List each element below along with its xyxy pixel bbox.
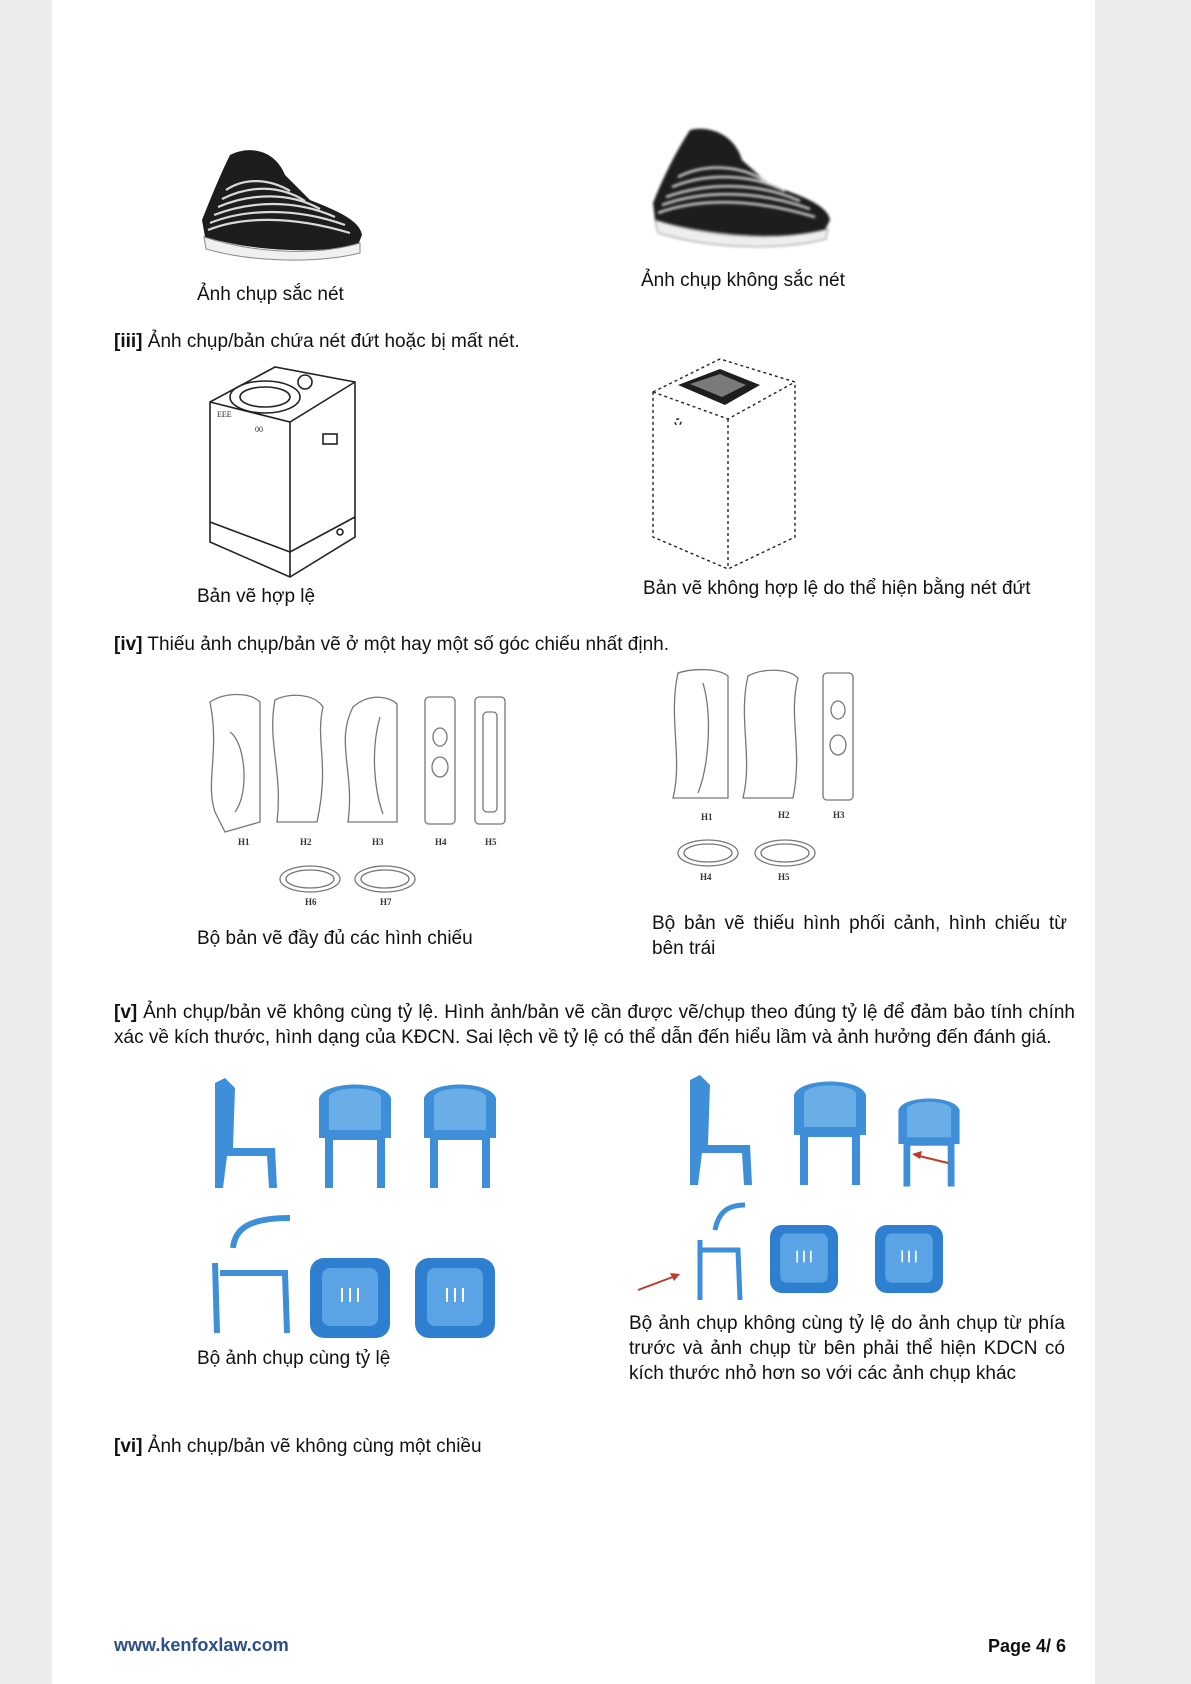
svg-text:EEE: EEE: [217, 410, 232, 419]
views-missing-drawing: [668, 668, 868, 888]
view-label-h2: H2: [300, 837, 312, 847]
caption-views-missing: Bộ bản vẽ thiếu hình phối cảnh, hình chiếu từ bên trái: [652, 913, 1067, 959]
shoe-blurry-image: [650, 125, 835, 255]
section-vi: [114, 1434, 1014, 1459]
chairs-diff-scale-photos: [630, 1075, 1020, 1315]
view-label-h1: H1: [701, 812, 713, 822]
caption-shoe-sharp: Ảnh chụp sắc nét: [197, 284, 344, 305]
view-label-h4: H4: [700, 872, 712, 882]
view-label-h2: H2: [778, 810, 790, 820]
section-iv-tag: [iv]: [114, 634, 143, 655]
views-full-drawing: [205, 692, 525, 912]
caption-washer-valid: Bản vẽ hợp lệ: [197, 586, 316, 607]
view-label-h3: H3: [372, 837, 384, 847]
view-label-h7: H7: [380, 897, 392, 907]
section-iii-text: Ảnh chụp/bản chứa nét đứt hoặc bị mất nét.: [142, 331, 520, 352]
section-v-tag: [v]: [114, 1002, 138, 1023]
caption-washer-invalid: Bản vẽ không hợp lệ do thể hiện bằng nét đứt: [643, 578, 1031, 599]
section-iii: [114, 329, 1014, 354]
section-iv-text: Thiếu ảnh chụp/bản vẽ ở một hay một số góc chiếu nhất định.: [142, 634, 669, 655]
shoe-sharp-image: [200, 145, 365, 265]
view-label-h4: H4: [435, 837, 447, 847]
svg-text:00: 00: [255, 425, 263, 434]
caption-shoe-blurry: Ảnh chụp không sắc nét: [641, 270, 845, 291]
view-label-h1: H1: [238, 837, 250, 847]
washer-invalid-drawing: [650, 357, 800, 572]
section-v-text: Ảnh chụp/bản vẽ không cùng tỷ lệ. Hình ảnh/bản vẽ cần được vẽ/chụp theo đúng tỷ lệ để đảm bảo tính chính xác về kích thước, hình dạng của KĐCN. Sai lệch về tỷ lệ có thể dẫn đến hiểu lầm và ảnh hưởng đến đánh giá.: [114, 1002, 1075, 1048]
view-label-h5: H5: [778, 872, 790, 882]
view-label-h3: H3: [833, 810, 845, 820]
view-label-h5: H5: [485, 837, 497, 847]
caption-chairs-same-scale: Bộ ảnh chụp cùng tỷ lệ: [197, 1348, 391, 1369]
footer-page-number: Page 4/ 6: [988, 1636, 1067, 1656]
chairs-same-scale-photos: [205, 1078, 515, 1338]
section-iii-tag: [iii]: [114, 331, 143, 352]
section-v: [114, 1000, 1075, 1050]
section-iv: [114, 632, 1014, 657]
footer-website-link[interactable]: www.kenfoxlaw.com: [114, 1635, 289, 1655]
view-label-h6: H6: [305, 897, 317, 907]
section-vi-tag: [vi]: [114, 1436, 143, 1457]
washer-valid-drawing: [205, 362, 365, 582]
caption-views-full: Bộ bản vẽ đầy đủ các hình chiếu: [197, 928, 473, 949]
section-vi-text: Ảnh chụp/bản vẽ không cùng một chiều: [142, 1436, 482, 1457]
caption-chairs-diff-scale: Bộ ảnh chụp không cùng tỷ lệ do ảnh chụp từ phía trước và ảnh chụp từ bên phải thể hiện KDCN có kích thước nhỏ hơn so với các ảnh chụp khác: [629, 1313, 1065, 1384]
